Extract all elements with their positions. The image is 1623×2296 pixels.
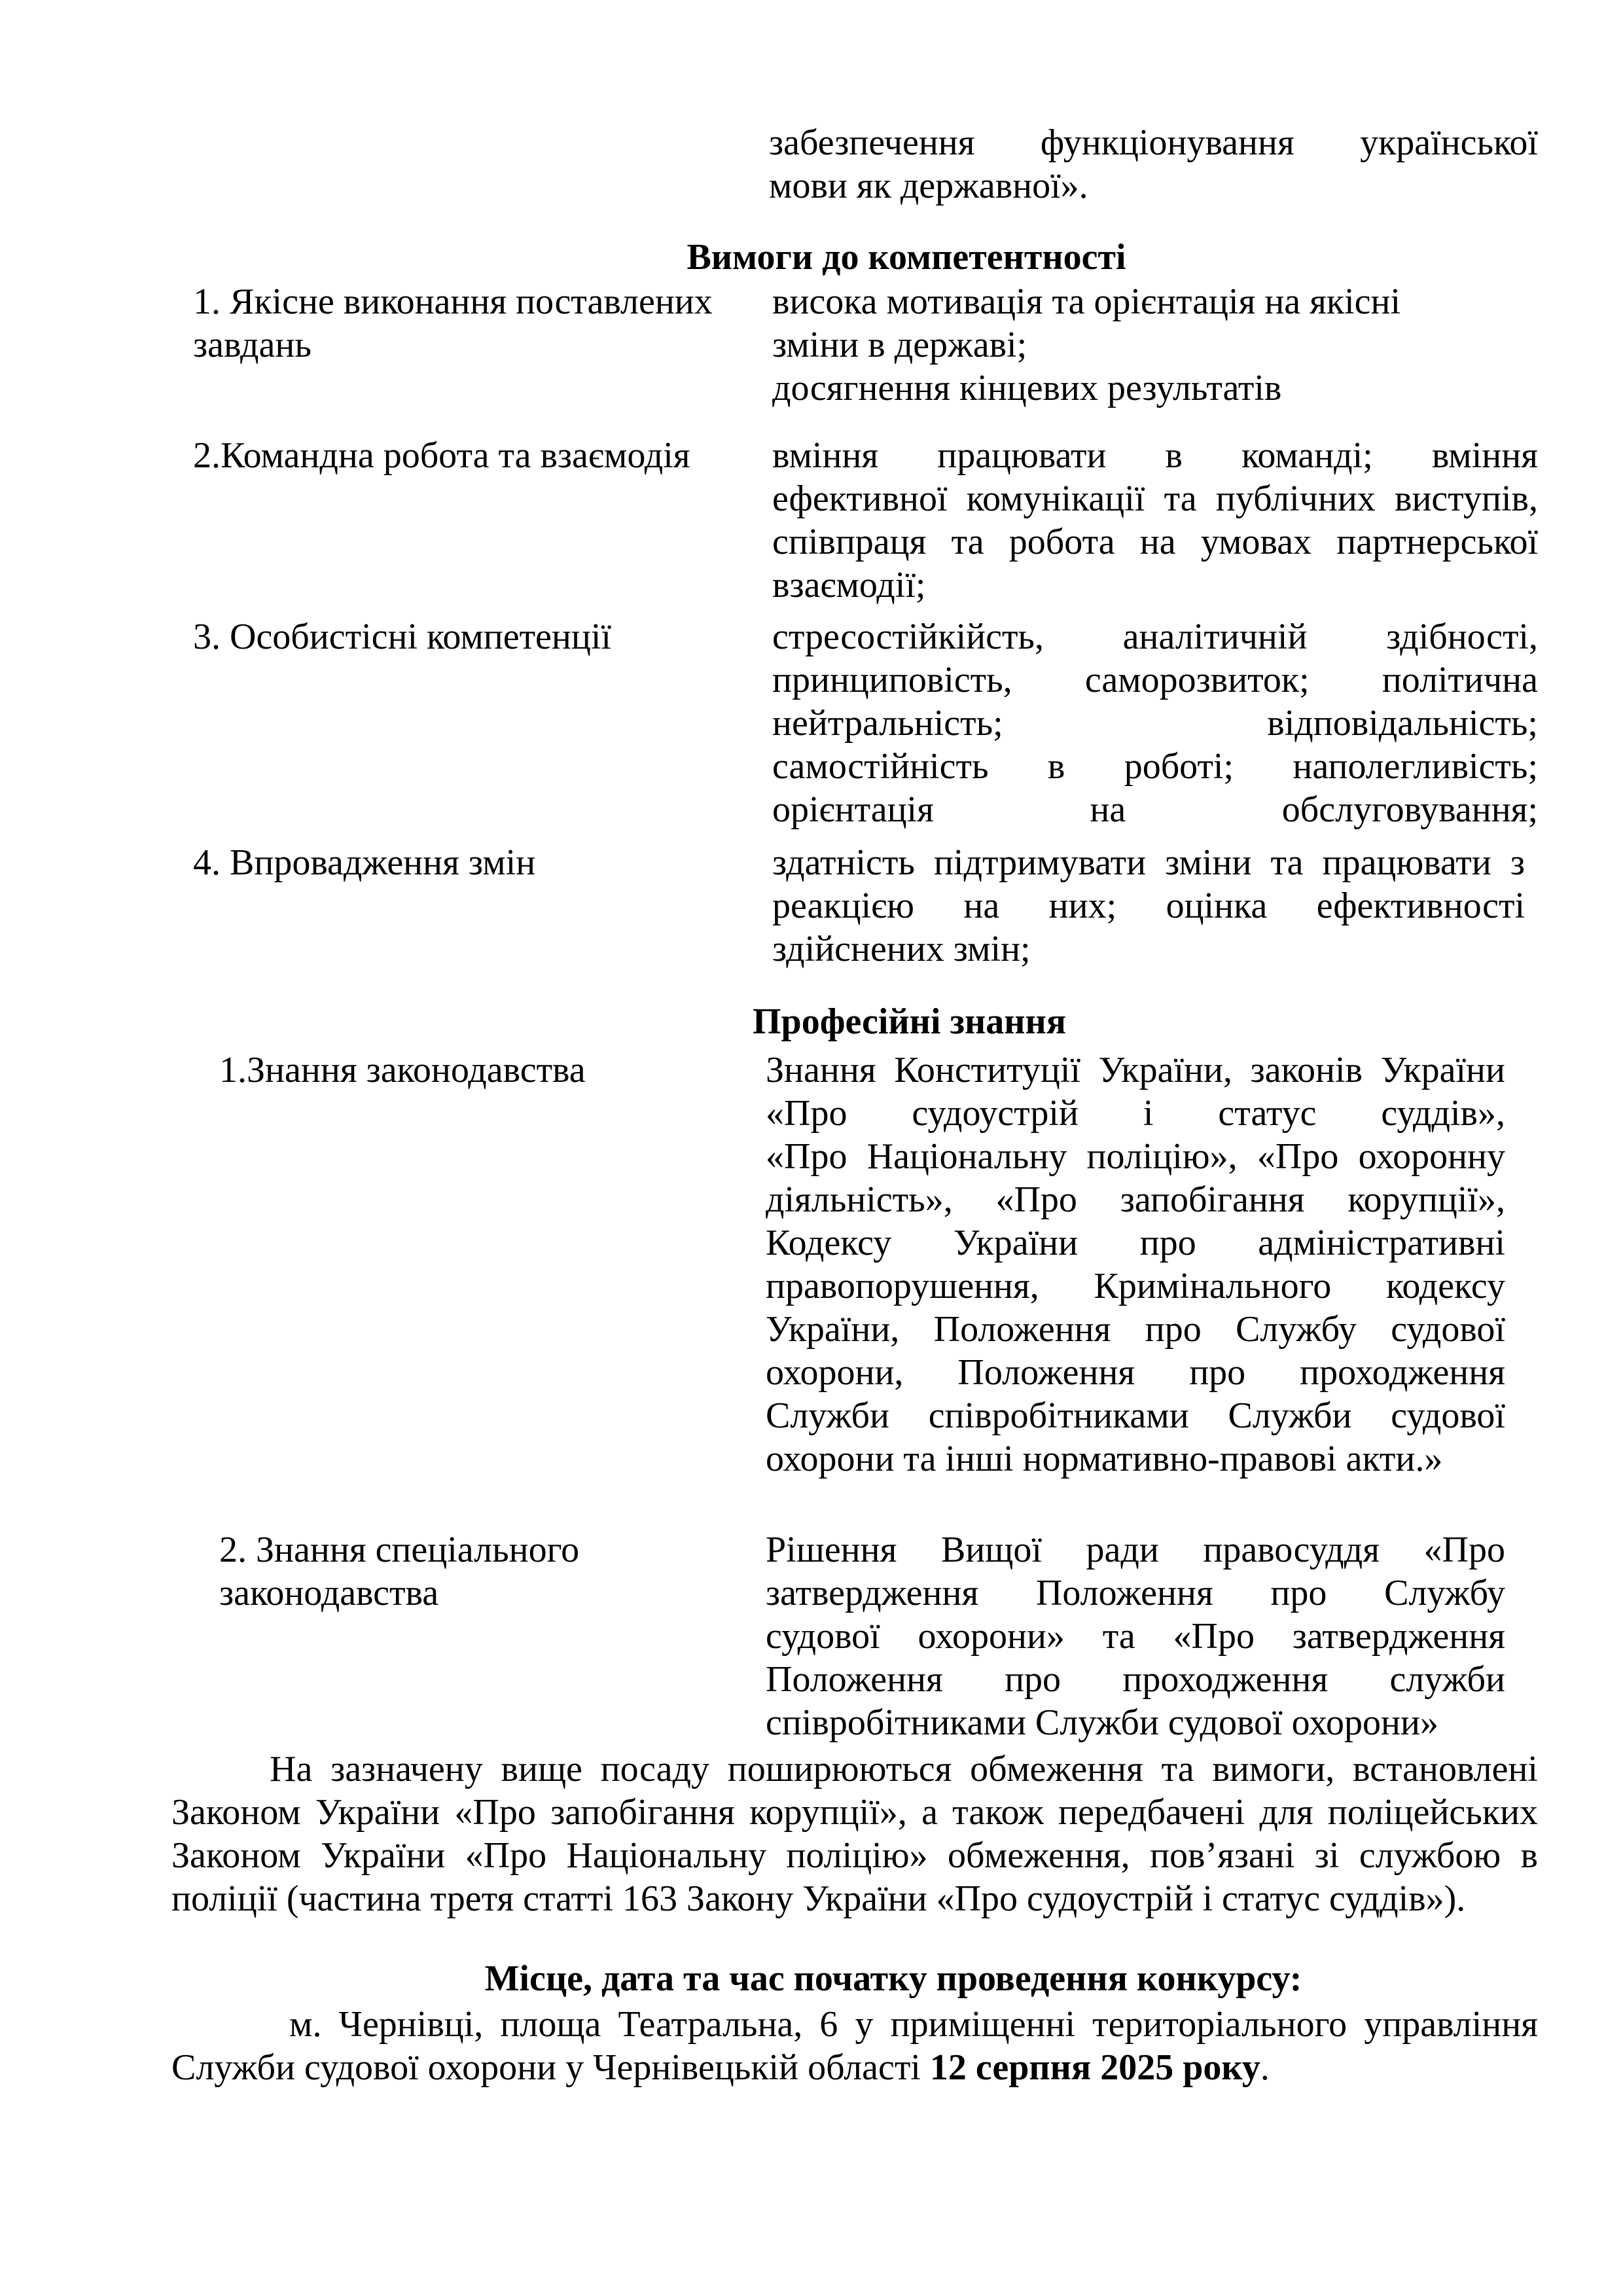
venue-line-2-prefix: Служби судової охорони у Чернівецькій області bbox=[171, 2047, 930, 2088]
competence-value-3: стресостійкійсть, аналітичній здібності, принциповість, саморозвиток; політична нейтральність; відповідальність; самостійність в роботі; наполегливість; орієнтація на обслуговування; bbox=[772, 617, 1538, 830]
venue-date: 12 серпня 2025 року bbox=[929, 2047, 1260, 2088]
venue-line-2 bbox=[171, 2046, 1538, 2089]
venue-line-2-suffix: . bbox=[1260, 2047, 1270, 2088]
restrictions-line-1: На зазначену вище посаду поширюються обмеження та вимоги, встановлені bbox=[270, 1749, 1538, 1789]
competence-label-1: 1. Якісне виконання поставлених завдань bbox=[193, 281, 713, 365]
knowledge-heading: Професійні знання bbox=[753, 1001, 1067, 1042]
knowledge-label-1: 1.Знання законодавства bbox=[219, 1050, 586, 1090]
competence-value-1: висока мотивація та орієнтація на якісні зміни в державі; досягнення кінцевих результатів bbox=[772, 281, 1401, 408]
venue-paragraph bbox=[171, 2003, 1538, 2089]
top-continuation bbox=[769, 121, 1538, 207]
continuation-line-2: мови як державної». bbox=[769, 166, 1088, 206]
competence-value-2: вміння працювати в команді; вміння ефективної комунікації та публічних виступів, співпраця та робота на умовах партнерської взаємодії; bbox=[772, 435, 1538, 605]
restrictions-paragraph bbox=[171, 1748, 1538, 1920]
continuation-line-1: забезпечення функціонування української bbox=[769, 122, 1538, 163]
restrictions-line-4: поліції (частина третя статті 163 Закону України «Про судоустрій і статус суддів»). bbox=[171, 1878, 1466, 1919]
knowledge-value-1: Знання Конституції України, законів України «Про судоустрій і статус суддів», «Про Національну поліцію», «Про охоронну діяльність», «Про запобігання корупції», Кодексу України про адміністративні правопорушення, Кримінального кодексу України, Положення про Службу судової охорони, Положення про проходження Служби співробітниками Служби судової охорони та інші нормативно-правові акти.» bbox=[766, 1050, 1505, 1479]
competence-label-2: 2.Командна робота та взаємодія bbox=[193, 435, 690, 476]
restrictions-line-2: Законом України «Про запобігання корупції», а також передбачені для поліцейських bbox=[171, 1792, 1538, 1833]
knowledge-label-2: 2. Знання спеціального законодавства bbox=[219, 1530, 580, 1613]
venue-heading: Місце, дата та час початку проведення конкурсу: bbox=[484, 1958, 1302, 1999]
restrictions-line-3: Законом України «Про Національну поліцію» обмеження, пов’язані зі службою в bbox=[171, 1835, 1538, 1876]
knowledge-value-2: Рішення Вищої ради правосуддя «Про затвердження Положення про Службу судової охорони» та «Про затвердження Положення про проходження служби співробітниками Служби судової охорони» bbox=[766, 1530, 1505, 1743]
competence-label-3: 3. Особистісні компетенції bbox=[193, 617, 611, 657]
venue-line-1: м. Чернівці, площа Театральна, 6 у приміщенні територіального управління bbox=[289, 2004, 1538, 2045]
competence-value-4: здатність підтримувати зміни та працювати з реакцією на них; оцінка ефективності здійснених змін; bbox=[772, 842, 1525, 969]
competence-label-4: 4. Впровадження змін bbox=[193, 842, 536, 883]
competence-heading: Вимоги до компетентності bbox=[687, 237, 1126, 278]
